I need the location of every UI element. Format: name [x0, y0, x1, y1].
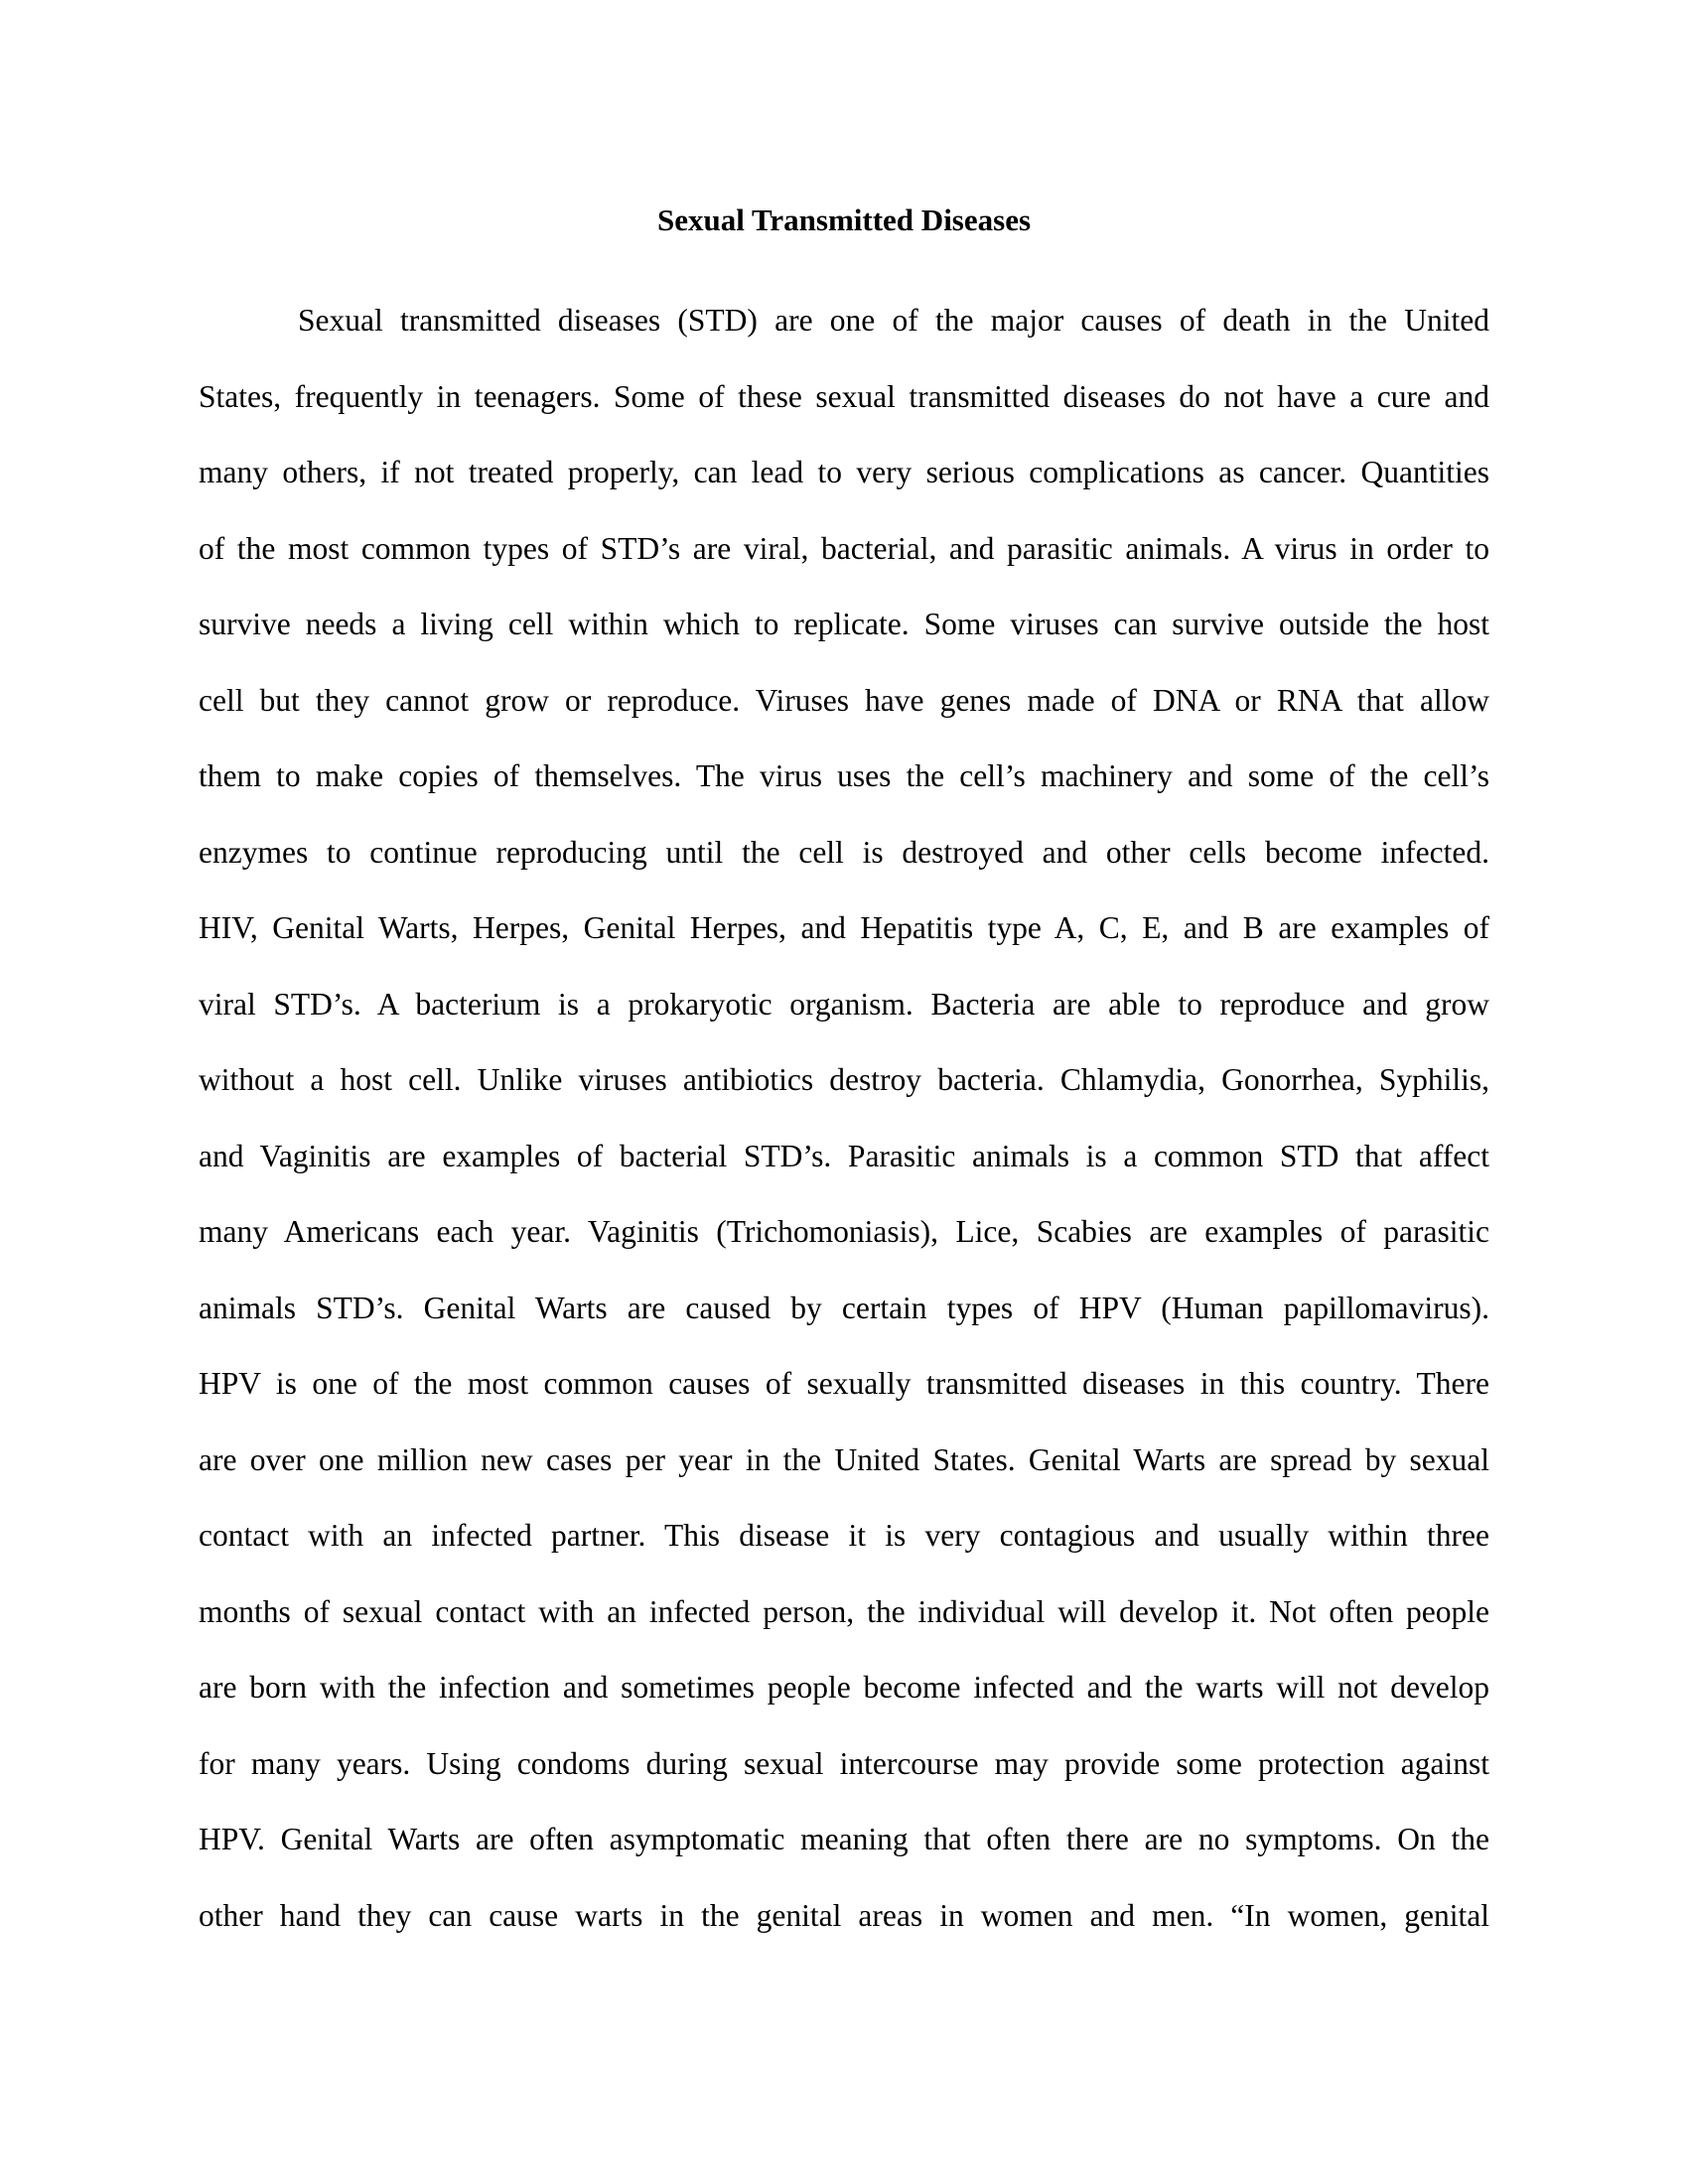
paragraph-line: of the most common types of STD’s are viral, bacterial, and parasitic animals. A virus in order to: [199, 530, 1489, 566]
paragraph-line: for many years. Using condoms during sexual intercourse may provide some protection against: [199, 1745, 1489, 1781]
document-title: Sexual Transmitted Diseases: [656, 203, 1032, 237]
paragraph-line: HIV, Genital Warts, Herpes, Genital Herpes, and Hepatitis type A, C, E, and B are examples of: [199, 910, 1489, 945]
paragraph-line: animals STD’s. Genital Warts are caused by certain types of HPV (Human papillomavirus).: [199, 1290, 1489, 1325]
paragraph-line: are over one million new cases per year in the United States. Genital Warts are spread by sexual: [199, 1441, 1489, 1477]
paragraph-line: Sexual transmitted diseases (STD) are one of the major causes of death in the United: [298, 303, 1489, 338]
paragraph-line: HPV. Genital Warts are often asymptomatic meaning that often there are no symptoms. On the: [199, 1822, 1489, 1856]
paragraph-line: HPV is one of the most common causes of sexually transmitted diseases in this country. There: [199, 1366, 1489, 1401]
body-paragraph: [199, 296, 1489, 1967]
paragraph-line: months of sexual contact with an infected person, the individual will develop it. Not often people: [199, 1593, 1489, 1629]
paragraph-line: without a host cell. Unlike viruses antibiotics destroy bacteria. Chlamydia, Gonorrhea, Syphilis,: [199, 1062, 1489, 1097]
paragraph-line: them to make copies of themselves. The virus uses the cell’s machinery and some of the cell’s: [199, 758, 1489, 793]
paragraph-line: States, frequently in teenagers. Some of these sexual transmitted diseases do not have a cure and: [199, 378, 1489, 414]
paragraph-line: many others, if not treated properly, can lead to very serious complications as cancer. Quantities: [199, 455, 1489, 489]
paragraph-line: cell but they cannot grow or reproduce. Viruses have genes made of DNA or RNA that allow: [199, 682, 1489, 718]
paragraph-line: many Americans each year. Vaginitis (Trichomoniasis), Lice, Scabies are examples of parasitic: [199, 1214, 1489, 1249]
paragraph-line: contact with an infected partner. This disease it is very contagious and usually within three: [199, 1518, 1489, 1553]
paragraph-line: other hand they can cause warts in the genital areas in women and men. “In women, genital: [199, 1897, 1489, 1933]
paragraph-line: are born with the infection and sometimes people become infected and the warts will not develop: [199, 1670, 1489, 1705]
paragraph-line: and Vaginitis are examples of bacterial STD’s. Parasitic animals is a common STD that affect: [199, 1138, 1489, 1173]
paragraph-line: enzymes to continue reproducing until the cell is destroyed and other cells become infected.: [199, 834, 1489, 870]
paragraph-line: viral STD’s. A bacterium is a prokaryotic organism. Bacteria are able to reproduce and grow: [199, 986, 1489, 1022]
paragraph-line: survive needs a living cell within which to replicate. Some viruses can survive outside the host: [199, 607, 1489, 641]
